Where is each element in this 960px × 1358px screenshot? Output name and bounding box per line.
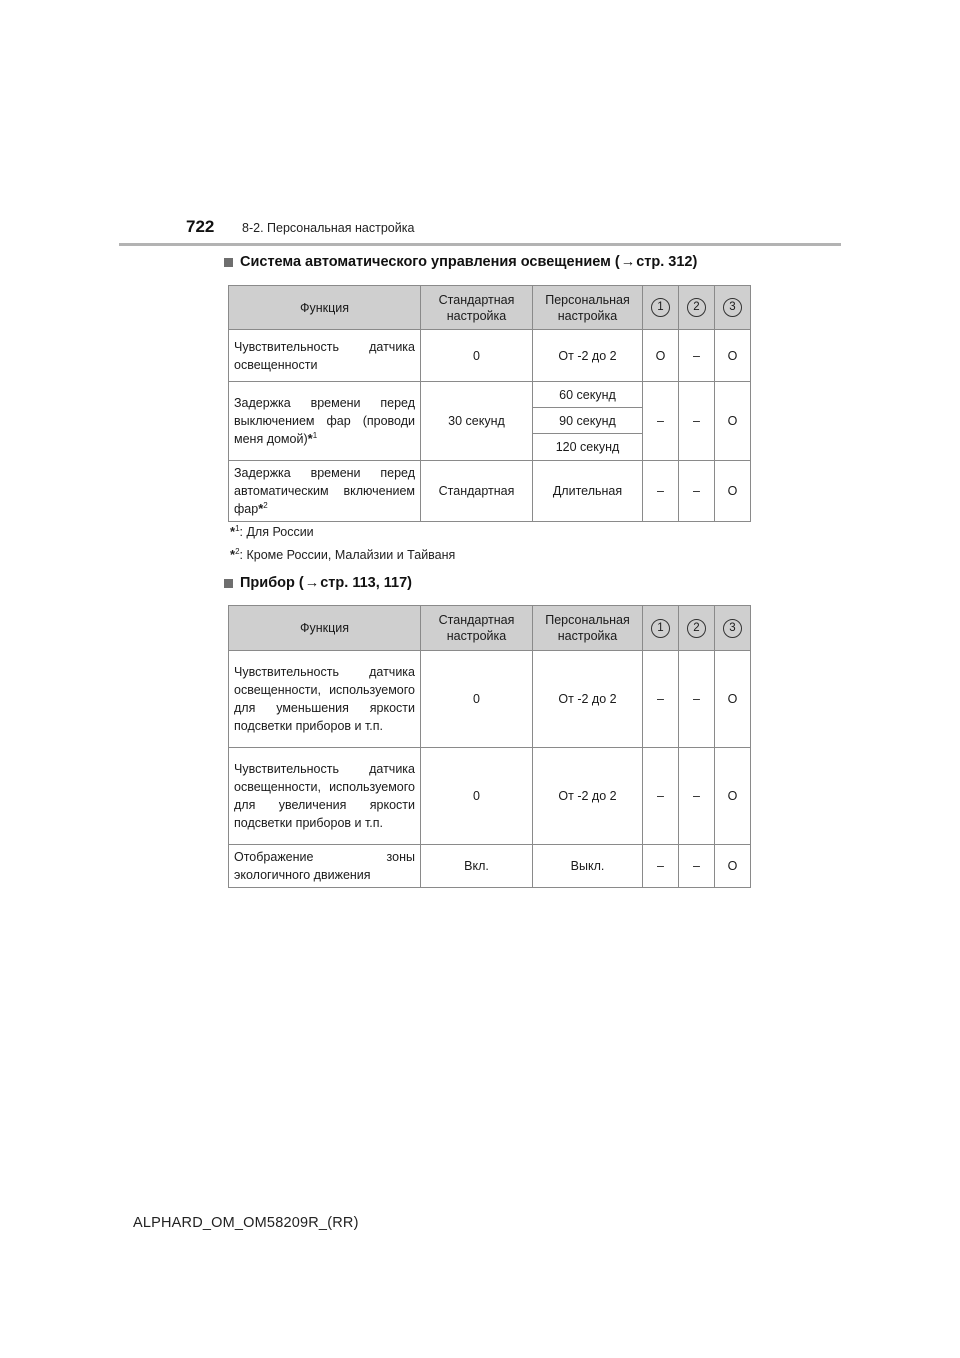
circled-3-icon: 3 xyxy=(723,298,742,317)
header-divider xyxy=(119,243,841,246)
footnote-number: 1 xyxy=(312,430,318,440)
method-3-cell: O xyxy=(715,330,751,382)
default-cell: 30 секунд xyxy=(421,382,533,461)
section-title: 8-2. Персональная настройка xyxy=(242,221,415,235)
document-code: ALPHARD_OM_OM58209R_(RR) xyxy=(133,1215,359,1231)
function-text: Задержка времени перед автоматическим включением фар xyxy=(234,466,415,516)
footnote-number: 1 xyxy=(235,523,240,533)
table-header-row xyxy=(229,286,751,330)
col-header-method-3 xyxy=(715,606,751,651)
circled-2-icon: 2 xyxy=(687,619,706,638)
footnote-number: 2 xyxy=(235,546,240,556)
section2-heading xyxy=(224,575,412,591)
method-3-cell: O xyxy=(715,382,751,461)
footnote-text: : Кроме России, Малайзии и Тайваня xyxy=(239,548,456,562)
section1-title: Система автоматического управления освещением ( xyxy=(240,254,620,270)
section2-ref-link[interactable]: стр. 113, 117) xyxy=(320,575,412,591)
col-header-custom: Персональная настройка xyxy=(533,286,643,330)
table-row xyxy=(229,461,751,522)
function-cell: Отображение зоны экологичного движения xyxy=(229,845,421,888)
col-header-method-1 xyxy=(643,286,679,330)
table-row xyxy=(229,748,751,845)
method-2-cell: – xyxy=(679,748,715,845)
custom-cell: 60 секунд xyxy=(533,382,643,408)
circled-2-icon: 2 xyxy=(687,298,706,317)
footnote-marker: * xyxy=(230,524,236,539)
function-cell xyxy=(229,461,421,522)
footnote-marker: * xyxy=(307,431,313,446)
arrow-icon: → xyxy=(304,575,320,591)
col-header-method-2 xyxy=(679,286,715,330)
method-2-cell: – xyxy=(679,461,715,522)
custom-cell: Выкл. xyxy=(533,845,643,888)
function-cell: Чувствительность датчика освещенности xyxy=(229,330,421,382)
footnote-number: 2 xyxy=(263,500,268,510)
method-1-cell: O xyxy=(643,330,679,382)
footnote-marker: * xyxy=(258,501,264,516)
custom-cell: От -2 до 2 xyxy=(533,651,643,748)
table-row xyxy=(229,651,751,748)
method-1-cell: – xyxy=(643,461,679,522)
default-cell: 0 xyxy=(421,748,533,845)
method-3-cell: O xyxy=(715,845,751,888)
method-1-cell: – xyxy=(643,845,679,888)
instrument-settings-table xyxy=(228,605,751,888)
footnote-2 xyxy=(230,547,455,562)
square-bullet-icon xyxy=(224,258,233,267)
col-header-custom: Персональная настройка xyxy=(533,606,643,651)
method-3-cell: O xyxy=(715,651,751,748)
section1-heading xyxy=(224,254,697,270)
table-header-row xyxy=(229,606,751,651)
method-1-cell: – xyxy=(643,651,679,748)
square-bullet-icon xyxy=(224,579,233,588)
function-cell: Чувствительность датчика освещенности, используемого для уменьшения яркости подсветки приборов и т.п. xyxy=(229,651,421,748)
custom-cell: От -2 до 2 xyxy=(533,748,643,845)
custom-cell: От -2 до 2 xyxy=(533,330,643,382)
method-1-cell: – xyxy=(643,382,679,461)
function-cell: Чувствительность датчика освещенности, используемого для увеличения яркости подсветки приборов и т.п. xyxy=(229,748,421,845)
circled-1-icon: 1 xyxy=(651,298,670,317)
default-cell: Стандартная xyxy=(421,461,533,522)
table-row xyxy=(229,330,751,382)
col-header-function: Функция xyxy=(229,286,421,330)
method-2-cell: – xyxy=(679,330,715,382)
footnote-marker: * xyxy=(230,547,236,562)
method-2-cell: – xyxy=(679,845,715,888)
circled-3-icon: 3 xyxy=(723,619,742,638)
method-2-cell: – xyxy=(679,651,715,748)
function-text: Задержка времени перед выключением фар (проводи меня домой) xyxy=(234,396,415,446)
section2-title: Прибор ( xyxy=(240,575,304,591)
col-header-method-3 xyxy=(715,286,751,330)
method-2-cell: – xyxy=(679,382,715,461)
table-row xyxy=(229,845,751,888)
footnote-text: : Для России xyxy=(239,525,314,539)
circled-1-icon: 1 xyxy=(651,619,670,638)
arrow-icon: → xyxy=(620,254,636,270)
default-cell: 0 xyxy=(421,651,533,748)
col-header-default: Стандартная настройка xyxy=(421,286,533,330)
col-header-default: Стандартная настройка xyxy=(421,606,533,651)
col-header-method-2 xyxy=(679,606,715,651)
col-header-function: Функция xyxy=(229,606,421,651)
col-header-method-1 xyxy=(643,606,679,651)
method-3-cell: O xyxy=(715,461,751,522)
custom-cell: Длительная xyxy=(533,461,643,522)
page-number: 722 xyxy=(186,217,215,236)
section1-ref-link[interactable]: стр. 312) xyxy=(636,254,698,270)
lighting-settings-table xyxy=(228,285,751,522)
custom-cell: 120 секунд xyxy=(533,434,643,461)
footnote-1 xyxy=(230,524,314,539)
custom-cell: 90 секунд xyxy=(533,408,643,434)
default-cell: Вкл. xyxy=(421,845,533,888)
default-cell: 0 xyxy=(421,330,533,382)
method-1-cell: – xyxy=(643,748,679,845)
method-3-cell: O xyxy=(715,748,751,845)
function-cell xyxy=(229,382,421,461)
table-row xyxy=(229,382,751,408)
